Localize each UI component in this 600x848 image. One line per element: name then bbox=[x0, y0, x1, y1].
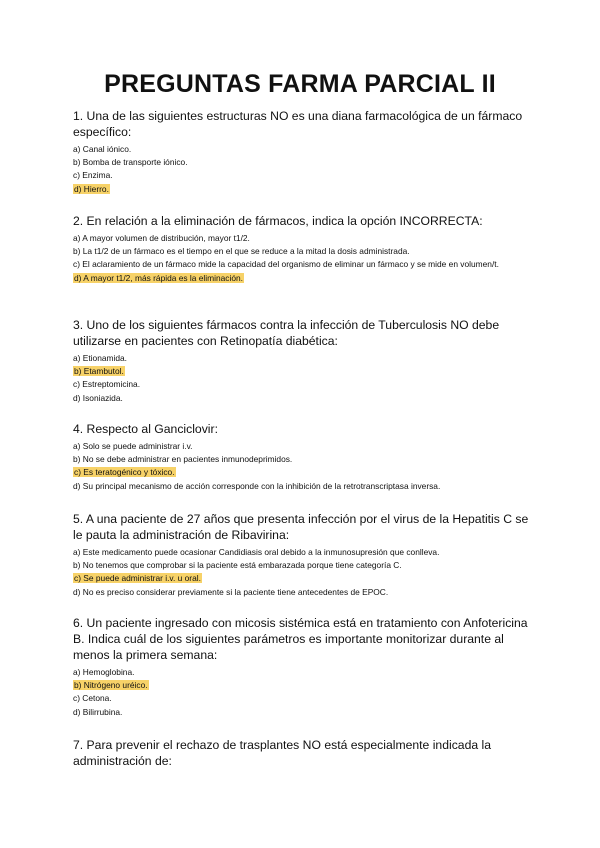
question-text: 3. Uno de los siguientes fármacos contra la infección de Tuberculosis NO debe utilizarse en pacientes con Retinopatía diabética: bbox=[73, 318, 500, 348]
document-title: PREGUNTAS FARMA PARCIAL II bbox=[104, 70, 496, 98]
option-c-correct bbox=[73, 572, 533, 585]
option-b-correct bbox=[73, 679, 533, 692]
question-1 bbox=[73, 108, 533, 196]
question-text: 2. En relación a la eliminación de fármacos, indica la opción INCORRECTA: bbox=[73, 214, 483, 228]
option-c-correct bbox=[73, 466, 533, 479]
answer-highlight: d) A mayor t1/2, más rápida es la eliminación. bbox=[74, 272, 243, 283]
question-text: 5. A una paciente de 27 años que presenta infección por el virus de la Hepatitis C se le pauta la administración de Ribavirina: bbox=[73, 512, 529, 542]
option-a: a) Etionamida. bbox=[73, 353, 127, 363]
question-3 bbox=[73, 317, 533, 405]
option-a: a) Este medicamento puede ocasionar Candidiasis oral debido a la inmunosupresión que conlleva. bbox=[73, 547, 440, 557]
option-d: d) Su principal mecanismo de acción corresponde con la inhibición de la retrotranscriptasa inversa. bbox=[73, 480, 441, 491]
option-b: b) No tenemos que comprobar si la paciente está embarazada porque tiene categoría C. bbox=[73, 560, 402, 571]
question-4 bbox=[73, 421, 533, 493]
answer-highlight: b) Nitrógeno uréico. bbox=[74, 680, 148, 691]
question-text: 6. Un paciente ingresado con micosis sistémica está en tratamiento con Anfotericina B. Indica cuál de los siguientes parámetros es importante monitorizar durante al menos la primera semana: bbox=[73, 616, 528, 662]
option-a: a) Canal iónico. bbox=[73, 144, 132, 154]
option-c: c) Cetona. bbox=[73, 693, 112, 704]
option-b: b) Bomba de transporte iónico. bbox=[73, 157, 188, 168]
question-2 bbox=[73, 213, 533, 285]
option-c: c) El aclaramiento de un fármaco mide la capacidad del organismo de eliminar un fármaco y se mide en volumen/t. bbox=[73, 259, 499, 270]
option-d: d) Bilirrubina. bbox=[73, 706, 123, 717]
answer-highlight: c) Es teratogénico y tóxico. bbox=[74, 467, 175, 478]
option-b: b) No se debe administrar en pacientes inmunodeprimidos. bbox=[73, 454, 293, 465]
option-b: b) La t1/2 de un fármaco es el tiempo en el que se reduce a la mitad la dosis administrada. bbox=[73, 246, 410, 257]
question-text: 1. Una de las siguientes estructuras NO es una diana farmacológica de un fármaco específico: bbox=[73, 109, 523, 139]
option-c: c) Enzima. bbox=[73, 170, 113, 181]
answer-highlight: c) Se puede administrar i.v. u oral. bbox=[74, 573, 201, 584]
option-d: d) Isoniazida. bbox=[73, 392, 123, 403]
answer-highlight: d) Hierro. bbox=[74, 183, 109, 194]
question-7 bbox=[73, 737, 533, 772]
question-text: 7. Para prevenir el rechazo de trasplantes NO está especialmente indicada la administración de: bbox=[73, 738, 491, 768]
question-5 bbox=[73, 511, 533, 599]
option-a: a) A mayor volumen de distribución, mayor t1/2. bbox=[73, 233, 250, 243]
question-6 bbox=[73, 615, 533, 719]
option-b-correct bbox=[73, 365, 533, 378]
option-c: c) Estreptomicina. bbox=[73, 379, 141, 390]
option-d: d) No es preciso considerar previamente si la paciente tiene antecedentes de EPOC. bbox=[73, 586, 389, 597]
option-a: a) Solo se puede administrar i.v. bbox=[73, 441, 193, 451]
option-a: a) Hemoglobina. bbox=[73, 667, 135, 677]
answer-highlight: b) Etambutol. bbox=[74, 366, 124, 377]
question-text: 4. Respecto al Ganciclovir: bbox=[73, 422, 218, 436]
option-d-correct bbox=[73, 183, 533, 196]
option-d-correct bbox=[73, 272, 533, 285]
